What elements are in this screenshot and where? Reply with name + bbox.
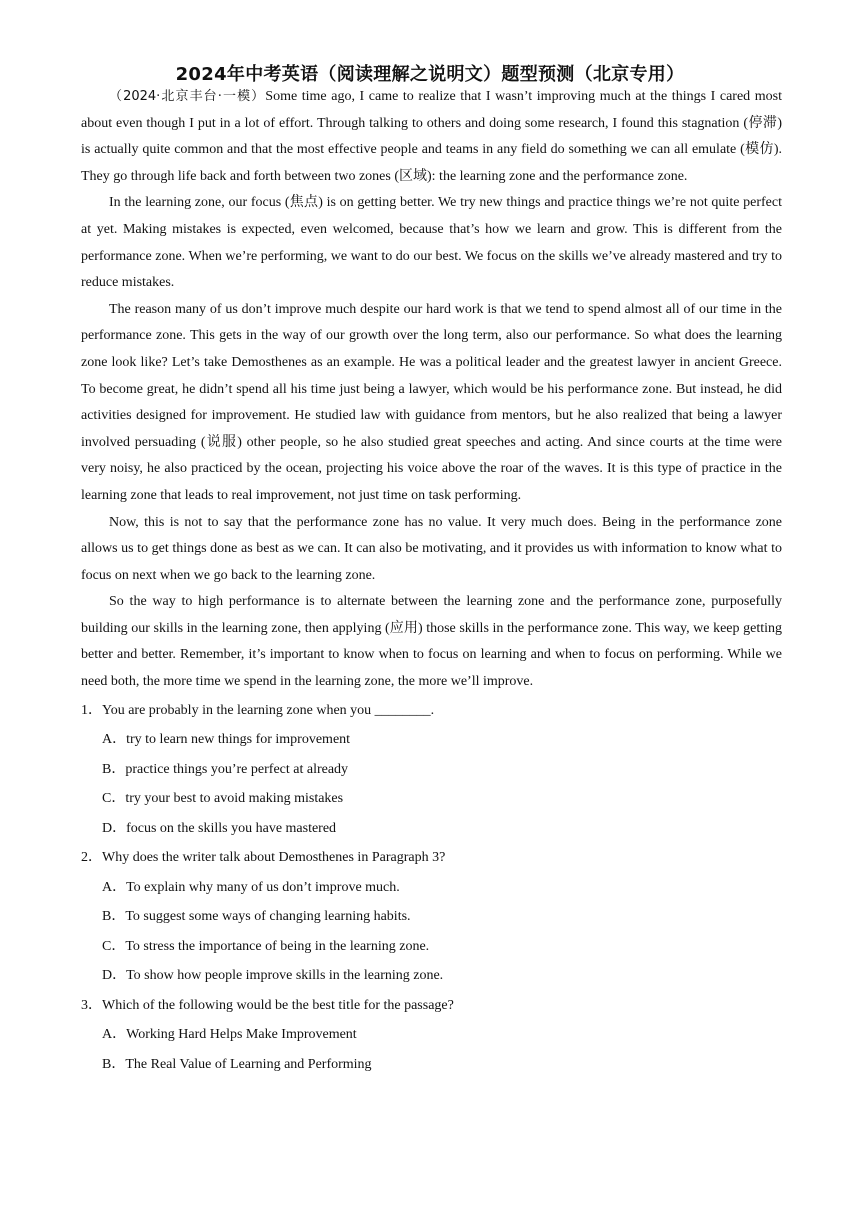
source-label: （2024·北京丰台·一模） [109, 89, 266, 104]
question-2 [81, 843, 782, 991]
option-b: B．practice things you’re perfect at already [102, 761, 349, 777]
paragraph-1-text: Some time ago, I came to realize that I wasn’t improving much at the things I cared most about even though I put in a lot of effort. Through talking to others and doing some research, I found this stagnation (停滞) is actually quite common and that the most effective people and teams in any field do something we can all emulate (模仿). They go through life back and forth between two zones (区域): the learning zone and the performance zone. [81, 89, 783, 184]
paragraph-4: Now, this is not to say that the performance zone has no value. It very much does. Being in the performance zone allows us to get things done as best as we can. It can also be motivating, and it provides us with information to know what to focus on next when we go back to the learning zone. [81, 514, 782, 583]
question-3 [81, 991, 782, 1080]
question-stem [81, 843, 782, 873]
paragraph-5: So the way to high performance is to alternate between the learning zone and the performance zone, purposefully building our skills in the learning zone, then applying (应用) those skills in the performance zone. This way, we keep getting better and better. Remember, it’s important to know when to focus on learning and when to focus on performing. While we need both, the more time we spend in the learning zone, the more we’ll improve. [81, 594, 782, 690]
question-number: 2． [81, 850, 102, 866]
option-b: B．The Real Value of Learning and Performing [102, 1056, 372, 1072]
question-number: 3． [81, 997, 102, 1013]
question-number: 1． [81, 702, 102, 718]
passage-body [81, 84, 782, 1079]
option-c: C．To stress the importance of being in the learning zone. [102, 938, 430, 954]
option-d: D．focus on the skills you have mastered [102, 820, 337, 836]
option-b: B．To suggest some ways of changing learning habits. [102, 909, 411, 925]
option-a: A．Working Hard Helps Make Improvement [102, 1027, 357, 1043]
paragraph-3: The reason many of us don’t improve much despite our hard work is that we tend to spend almost all of our time in the performance zone. This gets in the way of our growth over the long term, also our performance. So what does the learning zone look like? Let’s take Demosthenes as an example. He was a political leader and the greatest lawyer in ancient Greece. To become great, he didn’t spend all his time just being a lawyer, which would be his performance zone. But instead, he did activities designed for improvement. He studied law with guidance from mentors, but he also realized that being a lawyer involved persuading (说服) other people, so he also studied great speeches and acting. And since courts at the time were very noisy, he also practiced by the ocean, projecting his voice above the roar of the waves. It is this type of practice in the learning zone that leads to real improvement, not just time on task performing. [81, 301, 782, 503]
paragraph-2: In the learning zone, our focus (焦点) is on getting better. We try new things and practice things we’re not quite perfect at yet. Making mistakes is expected, even welcomed, because that’s how we learn and grow. This is different from the performance zone. When we’re performing, we want to do our best. We focus on the skills we’ve already mastered and try to reduce mistakes. [81, 195, 782, 291]
option-a: A．To explain why many of us don’t improve much. [102, 879, 400, 895]
question-stem [81, 991, 782, 1021]
question-text: You are probably in the learning zone when you ________. [102, 702, 435, 718]
paragraph-1 [81, 84, 782, 190]
option-a: A．try to learn new things for improvement [102, 732, 351, 748]
option-c: C．try your best to avoid making mistakes [102, 791, 344, 807]
page-title: 2024年中考英语（阅读理解之说明文）题型预测（北京专用） [175, 64, 685, 85]
question-stem [81, 696, 782, 726]
question-text: Why does the writer talk about Demosthenes in Paragraph 3? [102, 850, 446, 866]
option-d: D．To show how people improve skills in the learning zone. [102, 968, 444, 984]
question-text: Which of the following would be the best title for the passage? [102, 997, 454, 1013]
question-1 [81, 696, 782, 844]
